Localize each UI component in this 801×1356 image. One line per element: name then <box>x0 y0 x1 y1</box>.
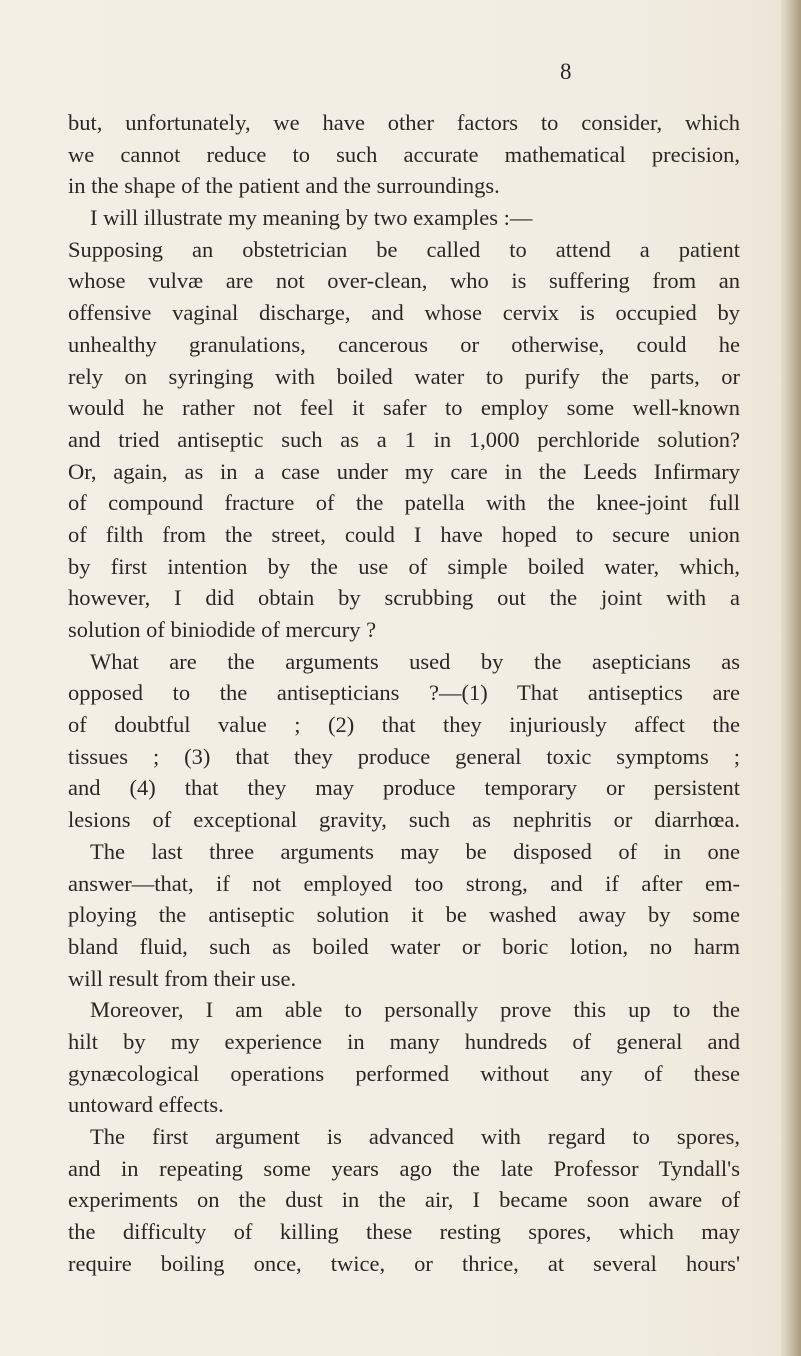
text-line: Supposing an obstetrician be called to attend a patient <box>68 236 740 262</box>
text-line: The first argument is advanced with regard to spores, <box>90 1124 740 1149</box>
text-line: of doubtful value ; (2) that they injuriously affect the <box>68 712 740 738</box>
text-line: experiments on the dust in the air, I became soon aware of <box>68 1187 740 1213</box>
text-line: I will illustrate my meaning by two examples :— <box>90 205 533 231</box>
text-line: untoward effects. <box>68 1092 224 1118</box>
text-line: will result from their use. <box>68 965 297 991</box>
text-line: lesions of exceptional gravity, such as nephritis or diarrhœa. <box>68 807 740 833</box>
text-line: ploying the antiseptic solution it be washed away by some <box>68 902 740 928</box>
text-line: we cannot reduce to such accurate mathematical precision, <box>68 141 740 167</box>
text-line: in the shape of the patient and the surroundings. <box>68 173 500 199</box>
text-line: hilt by my experience in many hundreds of general and <box>68 1028 740 1054</box>
page-number: 8 <box>560 59 572 84</box>
text-line: rely on syringing with boiled water to purify the parts, or <box>68 363 740 389</box>
text-line: would he rather not feel it safer to employ some well-known <box>68 395 740 421</box>
page-edge-shadow <box>781 0 801 1356</box>
text-line: and (4) that they may produce temporary or persistent <box>68 775 740 801</box>
text-line: Moreover, I am able to personally prove this up to the <box>90 997 740 1023</box>
text-line: the difficulty of killing these resting spores, which may <box>68 1219 740 1245</box>
text-line: require boiling once, twice, or thrice, at several hours' <box>68 1250 740 1276</box>
text-line: Or, again, as in a case under my care in the Leeds Infirmary <box>68 458 740 484</box>
text-line: of filth from the street, could I have hoped to secure union <box>68 521 740 547</box>
text-line: and tried antiseptic such as a 1 in 1,000 perchloride solution? <box>68 426 740 452</box>
text-line: and in repeating some years ago the late Professor Tyndall's <box>68 1155 740 1181</box>
text-line: tissues ; (3) that they produce general toxic symptoms ; <box>68 743 740 769</box>
text-line: What are the arguments used by the asepticians as <box>90 648 740 674</box>
text-line: but, unfortunately, we have other factors to consider, which <box>68 110 740 135</box>
text-line: offensive vaginal discharge, and whose cervix is occupied by <box>68 300 740 326</box>
text-line: solution of biniodide of mercury ? <box>68 617 377 642</box>
text-line: whose vulvæ are not over-clean, who is suffering from an <box>68 268 740 294</box>
body-text <box>68 107 740 1279</box>
text-line: gynæcological operations performed without any of these <box>68 1060 740 1086</box>
text-line: The last three arguments may be disposed of in one <box>90 838 740 864</box>
text-line: by first intention by the use of simple boiled water, which, <box>68 553 740 579</box>
text-line: bland fluid, such as boiled water or boric lotion, no harm <box>68 933 740 959</box>
text-line: of compound fracture of the patella with the knee-joint full <box>68 490 740 516</box>
text-line: unhealthy granulations, cancerous or otherwise, could he <box>68 331 740 357</box>
text-line: answer—that, if not employed too strong, and if after em- <box>68 870 740 896</box>
text-line: however, I did obtain by scrubbing out the joint with a <box>68 585 740 611</box>
text-line: opposed to the antisepticians ?—(1) That antiseptics are <box>68 680 740 706</box>
